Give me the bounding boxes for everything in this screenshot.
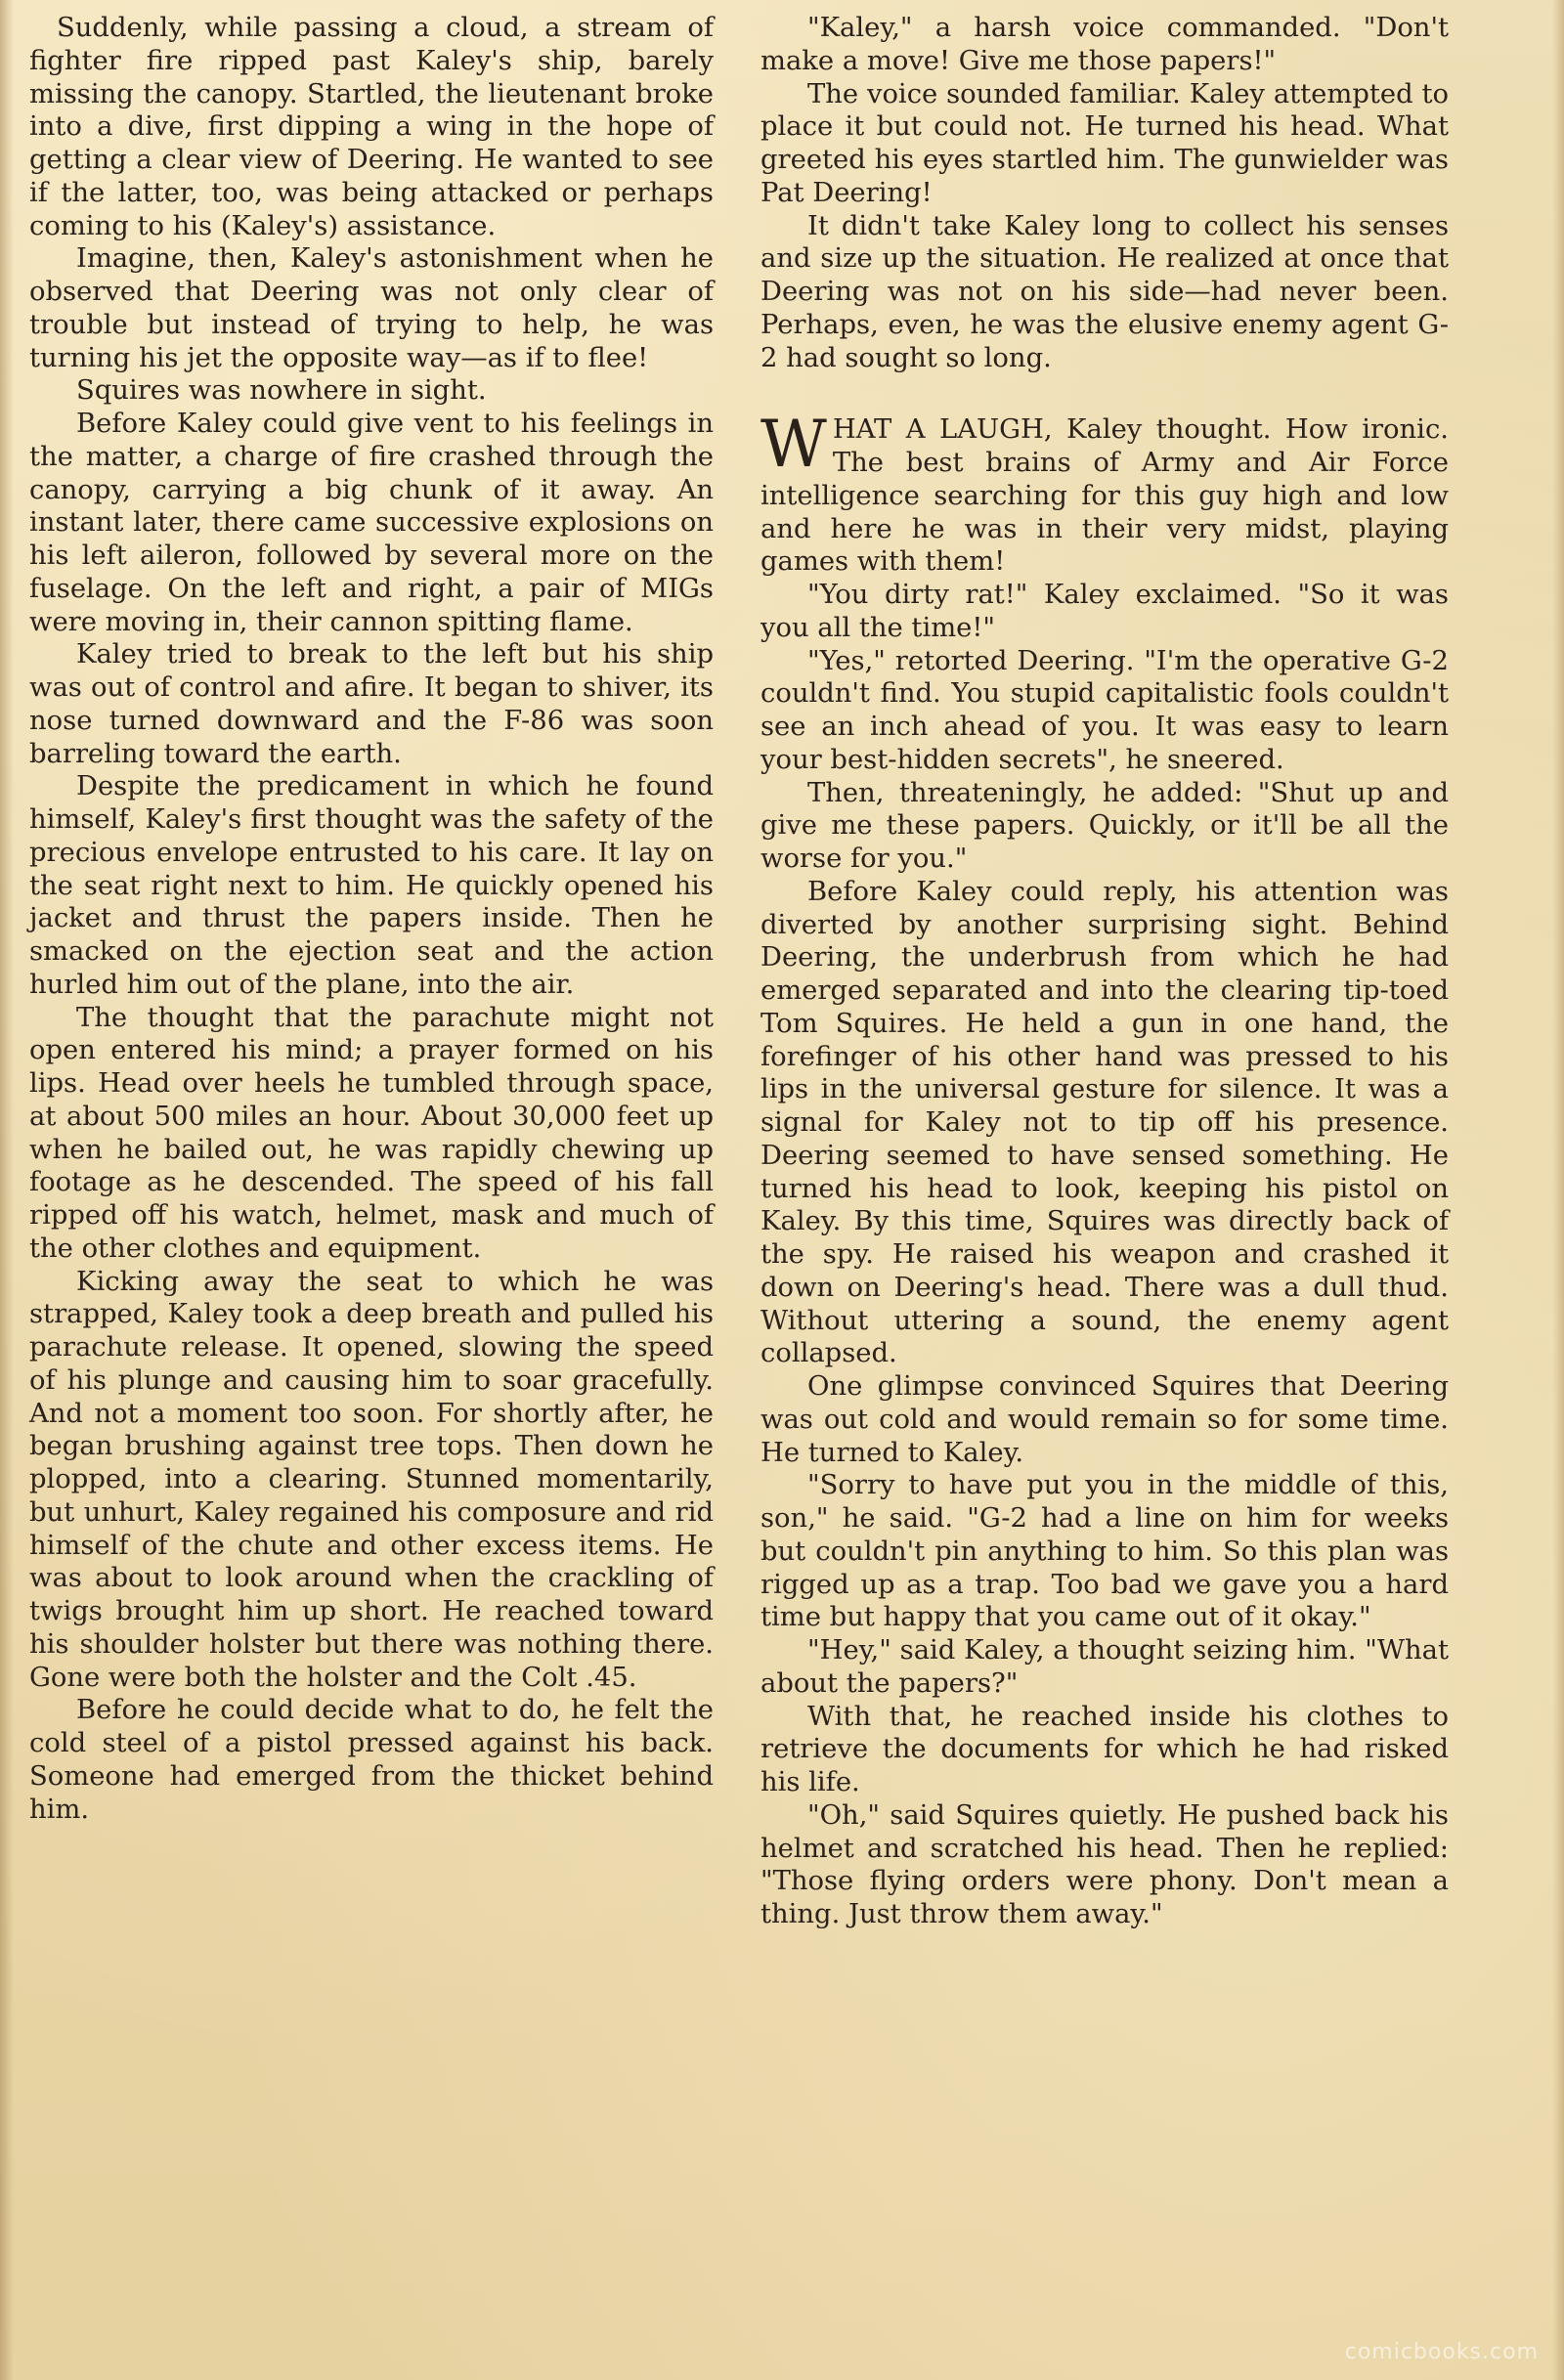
paragraph: "Hey," said Kaley, a thought seizing him. "What about the papers?" [760, 1635, 1449, 1699]
right-text-column [760, 12, 1449, 1931]
paragraph: Kicking away the seat to which he was strapped, Kaley took a deep breath and pulled his parachute release. It opened, slowing the speed of his plunge and causing him to soar gracefully. And not a moment too soon. For shortly after, he began brushing against tree tops. Then down he plopped, into a clearing. Stunned momentarily, but unhurt, Kaley regained his composure and rid himself of the chute and other excess items. He was about to look around when the crackling of twigs brought him up short. He reached toward his shoulder holster but there was nothing there. Gone were both the holster and the Colt .45. [29, 1266, 714, 1693]
paragraph: It didn't take Kaley long to collect his senses and size up the situation. He realized at once that Deering was not on his side—had never been. Perhaps, even, he was the elusive enemy agent G-2 had sought so long. [760, 210, 1449, 373]
paragraph: The thought that the parachute might not open entered his mind; a prayer formed on his lips. Head over heels he tumbled through space, at about 500 miles an hour. About 30,000 feet up when he bailed out, he was rapidly chewing up footage as he descended. The speed of his fall ripped off his watch, helmet, mask and much of the other clothes and equipment. [29, 1002, 714, 1264]
paragraph: Before he could decide what to do, he felt the cold steel of a pistol pressed against his back. Someone had emerged from the thicket behind him. [29, 1695, 714, 1825]
site-watermark: comicbooks.com [1344, 2340, 1539, 2364]
section-opening-paragraph [760, 407, 1449, 579]
paragraph: Despite the predicament in which he found himself, Kaley's first thought was the safety of the precious envelope entrusted to his care. It lay on the seat right next to him. He quickly opened his jacket and thrust the papers inside. Then he smacked on the ejection seat and the action hurled him out of the plane, into the air. [29, 771, 714, 1000]
paragraph: Kaley tried to break to the left but his ship was out of control and afire. It began to shiver, its nose turned downward and the F-86 was soon barreling toward the earth. [29, 639, 714, 769]
paragraph: Before Kaley could give vent to his feelings in the matter, a charge of fire crashed through the canopy, carrying a big chunk of it away. An instant later, there came successive explosions on his left aileron, followed by several more on the fuselage. On the left and right, a pair of MIGs were moving in, their cannon spitting flame. [29, 409, 714, 637]
paragraph: The voice sounded familiar. Kaley attempted to place it but could not. He turned his head. What greeted his eyes startled him. The gunwielder was Pat Deering! [760, 78, 1449, 208]
paragraph: Then, threateningly, he added: "Shut up and give me these papers. Quickly, or it'll be all the worse for you." [760, 777, 1449, 874]
paragraph: "You dirty rat!" Kaley exclaimed. "So it was you all the time!" [760, 580, 1449, 643]
left-text-column [29, 12, 714, 1826]
paragraph: "Sorry to have put you in the middle of this, son," he said. "G-2 had a line on him for weeks but couldn't pin anything to him. So this plan was rigged up as a trap. Too bad we gave you a hard time but happy that you came out of it okay." [760, 1470, 1449, 1633]
section-opening-text: HAT A LAUGH, Kaley thought. How ironic. The best brains of Army and Air Force intelligence searching for this guy high and low and here he was in their very midst, playing games with them! [760, 414, 1449, 578]
paragraph: Imagine, then, Kaley's astonishment when he observed that Deering was not only clear of trouble but instead of trying to help, he was turning his jet the opposite way—as if to flee! [29, 243, 714, 373]
paragraph: Suddenly, while passing a cloud, a stream of fighter fire ripped past Kaley's ship, barely missing the canopy. Startled, the lieutenant broke into a dive, first dipping a wing in the hope of getting a clear view of Deering. He wanted to see if the latter, too, was being attacked or perhaps coming to his (Kaley's) assistance. [29, 13, 714, 241]
paragraph: "Kaley," a harsh voice commanded. "Don't make a move! Give me those papers!" [760, 13, 1449, 76]
paragraph: With that, he reached inside his clothes to retrieve the documents for which he had risked his life. [760, 1701, 1449, 1797]
paragraph: "Oh," said Squires quietly. He pushed back his helmet and scratched his head. Then he replied: "Those flying orders were phony. Don't mean a thing. Just throw them away." [760, 1799, 1449, 1929]
paragraph: "Yes," retorted Deering. "I'm the operative G-2 couldn't find. You stupid capitalistic fools couldn't see an inch ahead of you. It was easy to learn your best-hidden secrets", he sneered. [760, 645, 1449, 775]
paragraph: Squires was nowhere in sight. [76, 375, 487, 407]
paragraph: One glimpse convinced Squires that Deering was out cold and would remain so for some time. He turned to Kaley. [760, 1371, 1449, 1468]
paragraph: Before Kaley could reply, his attention was diverted by another surprising sight. Behind Deering, the underbrush from which he had emerged separated and into the clearing tip-toed Tom Squires. He held a gun in one hand, the forefinger of his other hand was pressed to his lips in the universal gesture for silence. It was a signal for Kaley not to tip off his presence. Deering seemed to have sensed something. He turned his head to look, keeping his pistol on Kaley. By this time, Squires was directly back of the spy. He raised his weapon and crashed it down on Deering's head. There was a dull thud. Without uttering a sound, the enemy agent collapsed. [760, 876, 1449, 1369]
drop-cap: W [760, 407, 827, 483]
